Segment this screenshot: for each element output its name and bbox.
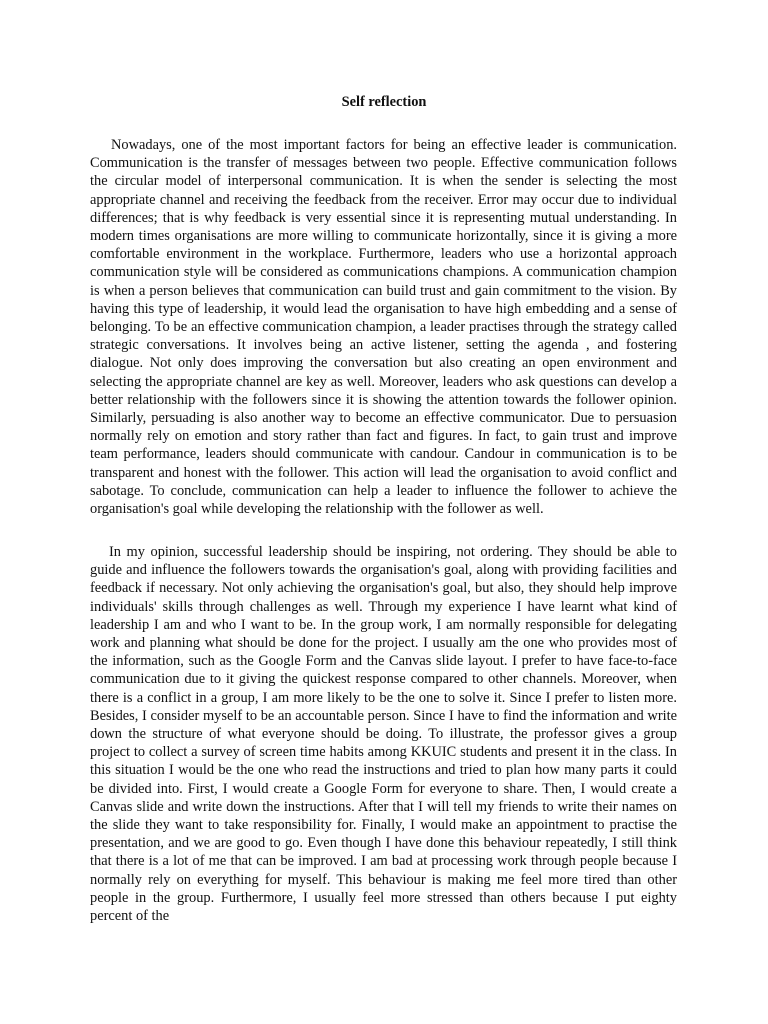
paragraph-communication: Nowadays, one of the most important factors for being an effective leader is communication. Communication is the transfer of messages between two people. Effective communication follows the circular model of interpersonal communication. It is when the sender is selecting the most appropriate channel and receiving the feedback from the receiver. Error may occur due to individual differences; that is why feedback is very essential since it is representing mutual understanding. In modern times organisations are more willing to communicate horizontally, since it is giving a more comfortable environment in the workplace. Furthermore, leaders who use a horizontal approach communication style will be considered as communications champions. A communication champion is when a person believes that communication can build trust and gain commitment to the vision. By having this type of leadership, it would lead the organisation to have high embedding and a sense of belonging. To be an effective communication champion, a leader practises through the strategy called strategic conversations. It involves being an active listener, setting the agenda , and fostering dialogue. Not only does improving the conversation but also creating an open environment and selecting the appropriate channel are key as well. Moreover, leaders who ask questions can develop a better relationship with the followers since it is showing the attention towards the follower opinion. Similarly, persuading is also another way to become an effective communicator. Due to persuasion normally rely on emotion and story rather than fact and figures. In fact, to gain trust and improve team performance, leaders should communicate with candour. Candour in communication is to be transparent and honest with the follower. This action will lead the organisation to avoid conflict and sabotage. To conclude, communication can help a leader to influence the follower to achieve the organisation's goal while developing the relationship with the follower as well. bbox=[90, 137, 677, 518]
document-title: Self reflection bbox=[341, 94, 427, 110]
paragraph-leadership-opinion: In my opinion, successful leadership should be inspiring, not ordering. They should be able to guide and influence the followers towards the organisation's goal, along with providing facilities and feedback if necessary. Not only achieving the organisation's goal, but also, they should help improve individuals' skills through challenges as well. Through my experience I have learnt what kind of leadership I am and who I want to be. In the group work, I am normally responsible for delegating work and planning what should be done for the project. I usually am the one who provides most of the information, such as the Google Form and the Canvas slide layout. I prefer to have face-to-face communication due to it giving the quickest response compared to other channels. Moreover, when there is a conflict in a group, I am more likely to be the one to solve it. Since I prefer to listen more. Besides, I consider myself to be an accountable person. Since I have to find the information and write down the structure of what everyone should be doing. To illustrate, the professor gives a group project to collect a survey of screen time habits among KKUIC students and present it in the class. In this situation I would be the one who read the instructions and tried to plan how many parts it could be divided into. First, I would create a Google Form for everyone to share. Then, I would create a Canvas slide and write down the instructions. After that I will tell my friends to write their names on the slide they want to take responsibility for. Finally, I would make an appointment to practise the presentation, and we are good to go. Even though I have done this behaviour repeatedly, I still think that there is a lot of me that can be improved. I am bad at processing work through people because I normally rely on everything for myself. This behaviour is making me feel more tired than other people in the group. Furthermore, I usually feel more stressed than others because I put eighty percent of the bbox=[90, 544, 677, 925]
